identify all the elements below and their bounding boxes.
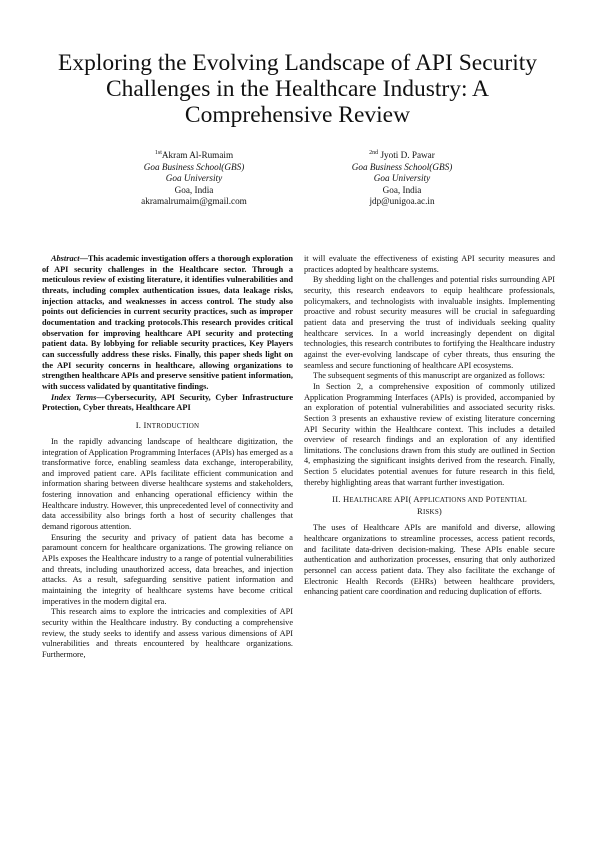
paragraph: This research aims to explore the intricacies and complexities of API security within the Healthcare industry. By conducting a comprehensive review, the study seeks to identify and assess various dimensions of API vulnerabilities and threats encountered by healthcare organizations. Furthermore, bbox=[42, 607, 293, 659]
author-university: Goa University bbox=[373, 173, 431, 183]
author-block-1 bbox=[94, 150, 294, 208]
paragraph-continuation: it will evaluate the effectiveness of existing API security measures and practices adopted by healthcare systems. bbox=[304, 254, 555, 274]
paragraph: The uses of Healthcare APIs are manifold and diverse, allowing healthcare organizations to streamline processes, access patient records, and facilitate data-driven decision-making. These APIs enable secure authentication and authorization processes, ensuring that only authorized personnel can access patient data. They also facilitate the exchange of Electronic Health Records (EHRs) between healthcare providers, enhancing patient care coordination and reducing duplication of efforts. bbox=[304, 523, 555, 597]
left-column bbox=[42, 254, 293, 661]
author-location: Goa, India bbox=[174, 184, 214, 195]
index-terms bbox=[42, 393, 293, 414]
index-terms-text: —Cybersecurity, API Security, Cyber Infrastructure Protection, Cyber threats, Healthcare API bbox=[42, 392, 293, 413]
section-heading-healthcare-api: II. HEALTHCARE API( APPLICATIONS AND POTENTIAL RISKS) bbox=[332, 494, 527, 517]
author-email: jdp@unigoa.ac.in bbox=[369, 196, 435, 206]
abstract bbox=[42, 254, 293, 393]
author-block-2 bbox=[302, 150, 502, 208]
author-name: Akram Al-Rumaim bbox=[161, 150, 234, 160]
paper-title: Exploring the Evolving Landscape of API Security Challenges in the Healthcare Industry: A Comprehensive Review bbox=[57, 50, 538, 128]
paragraph: In the rapidly advancing landscape of healthcare digitization, the integration of Application Programming Interfaces (APIs) has emerged as a transformative force, enabling seamless data exchange, interoperability, and improved patient care. APIs facilitate efficient communication and information sharing between diverse healthcare systems and stakeholders, fostering innovation and enhancing operational efficiency within the Healthcare industry. However, this unprecedented level of connectivity and data accessibility also brings forth a host of security challenges that demand rigorous attention. bbox=[42, 436, 293, 532]
author-ordinal: 2nd bbox=[369, 150, 379, 156]
paragraph: By shedding light on the challenges and potential risks surrounding API security, this research endeavors to equip healthcare professionals, policymakers, and technologists with invaluable insights. Implementing proactive and robust security measures will be crucial in safeguarding patient data and preserving the trust of individuals seeking quality healthcare services. In a world increasingly dependent on digital technologies, this research contributes to fortifying the Healthcare industry against the ever-evolving landscape of cyber threats, thus ensuring the seamless and secure functioning of healthcare API ecosystems. bbox=[304, 275, 555, 370]
paragraph: The subsequent segments of this manuscript are organized as follows: bbox=[313, 371, 545, 381]
author-department: Goa Business School(GBS) bbox=[143, 161, 245, 172]
paragraph: Ensuring the security and privacy of patient data has become a paramount concern for healthcare organizations. The growing reliance on APIs exposes the Healthcare industry to a range of potential vulnerabilities and threats, including unauthorized access, data breaches, and injection attacks. As a result, safeguarding sensitive patient information and maintaining the integrity of healthcare systems have become critical imperatives in the modern digital era. bbox=[42, 532, 293, 606]
author-university: Goa University bbox=[165, 173, 223, 183]
author-name-line bbox=[94, 150, 294, 162]
author-name: Jyoti D. Pawar bbox=[380, 150, 435, 160]
right-column bbox=[304, 254, 555, 598]
index-terms-label: Index Terms bbox=[51, 392, 97, 402]
author-email: akramalrumaim@gmail.com bbox=[141, 196, 247, 206]
abstract-text: —This academic investigation offers a thorough exploration of API security challenges in the Healthcare sector. Through a meticulous review of existing literature, it identifies vulnerabilities and threats, including complex authentication issues, data leakage risks, injection attacks, and weaknesses in access control. The study also points out deficiencies in current security practices, such as improper documentation and tracking protocols.This research provides critical observation for improving healthcare API security and protecting patient data. By lobbying for reliable security practices, Key Players can successfully address these risks. Finally, this paper sheds light on the API security concerns in healthcare, allowing organizations to strengthen healthcare APIs and preserve sensitive patient information, with success validated by quantitative findings. bbox=[42, 254, 293, 391]
section-heading-introduction: I. INTRODUCTION bbox=[135, 419, 200, 430]
author-name-line bbox=[302, 150, 502, 162]
abstract-label: Abstract bbox=[51, 254, 80, 263]
author-ordinal: 1st bbox=[154, 150, 162, 156]
author-location: Goa, India bbox=[382, 184, 422, 195]
author-department: Goa Business School(GBS) bbox=[351, 161, 453, 172]
paragraph: In Section 2, a comprehensive exposition of commonly utilized Application Programming Interfaces (APIs) is provided, accompanied by an exploration of potential vulnerabilities and associated security risks. Section 3 presents an exhaustive review of existing literature concerning API Security within the Healthcare context. This includes a detailed overview of research findings and an exploration of any identified limitations. The conclusions drawn from this study are outlined in Section 4, emphasizing the significant insights derived from the research. Finally, Section 5 elucidates potential avenues for future research in this field, thereby highlighting areas that warrant further investigation. bbox=[304, 381, 555, 487]
